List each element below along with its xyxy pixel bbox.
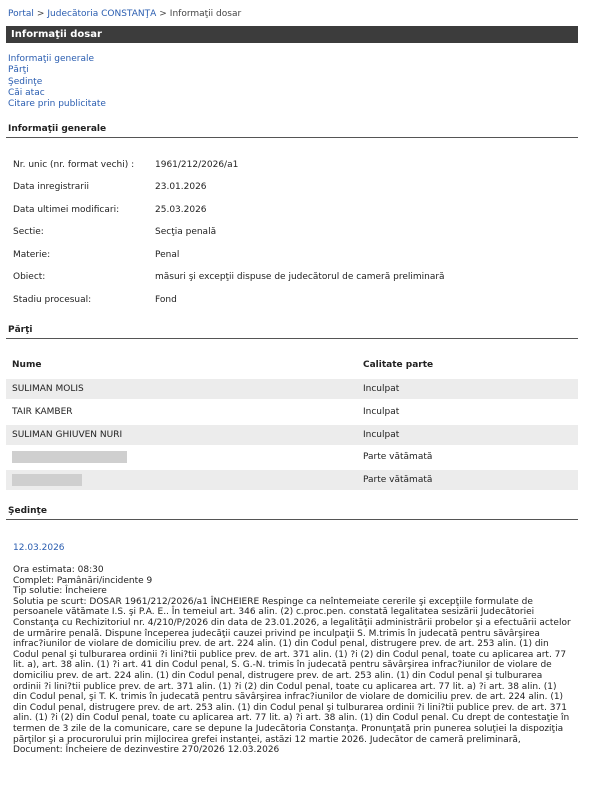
- field-label: Data ultimei modificari:: [13, 205, 120, 215]
- breadcrumb-separator: >: [36, 9, 45, 19]
- field-value: 1961/212/2026/a1: [155, 160, 239, 170]
- divider: [6, 137, 578, 138]
- breadcrumb: [8, 9, 241, 19]
- breadcrumb-court-link[interactable]: Judecătoria CONSTANŢA: [47, 9, 157, 19]
- breadcrumb-separator: >: [159, 9, 167, 19]
- party-name-redacted: [12, 447, 127, 467]
- field-value: Fond: [155, 295, 177, 305]
- party-role: Parte vătămată: [363, 475, 433, 485]
- parti-table-header: [6, 360, 578, 374]
- field-label: Sectie:: [13, 227, 44, 237]
- field-value: măsuri şi excepţii dispuse de judecătorul de cameră preliminară: [155, 272, 445, 282]
- table-row: [6, 447, 578, 467]
- party-name: SULIMAN GHIUVEN NURI: [12, 430, 123, 440]
- table-row: [6, 425, 578, 445]
- party-role: Inculpat: [363, 407, 400, 417]
- hearing-details: [13, 565, 573, 756]
- nav-link-sedinte[interactable]: Şedinţe: [8, 76, 43, 87]
- section-nav: [8, 54, 106, 110]
- redaction-block: [12, 474, 82, 486]
- table-row: [6, 402, 578, 422]
- hearing-date: 12.03.2026: [13, 543, 65, 553]
- nav-link-informatii-generale[interactable]: Informaţii generale: [8, 54, 94, 64]
- field-value: 23.01.2026: [155, 182, 207, 192]
- redaction-block: [12, 451, 127, 463]
- party-name-redacted: [12, 470, 82, 490]
- party-name: TAIR KAMBER: [12, 407, 73, 417]
- table-row: [6, 379, 578, 399]
- parti-heading: Părţi: [8, 325, 33, 335]
- field-label: Data inregistrarii: [13, 182, 89, 192]
- breadcrumb-current: Informaţii dosar: [169, 9, 242, 19]
- divider: [6, 519, 578, 520]
- nav-link-cai-atac[interactable]: Căi atac: [8, 87, 45, 98]
- party-role: Parte vătămată: [363, 452, 433, 462]
- party-role: Inculpat: [363, 384, 400, 394]
- party-role: Inculpat: [363, 430, 400, 440]
- field-label: Nr. unic (nr. format vechi) :: [13, 160, 135, 170]
- solution-type: Tip solutie: Încheiere: [13, 586, 107, 597]
- hearing-panel: Complet: Pamânări/incidente 9: [13, 575, 153, 586]
- field-label: Materie:: [13, 250, 51, 260]
- field-value: 25.03.2026: [155, 205, 207, 215]
- field-label: Obiect:: [13, 272, 46, 282]
- field-value: Penal: [155, 250, 180, 260]
- solution-summary: Solutia pe scurt: DOSAR 1961/212/2026/a1 ÎNCHEIERE Respinge ca neîntemeiate cererile şi excepţiile formulate de persoanele vătămate I.S. şi P.A. E.. În temeiul art. 346 alin. (2) c.proc.pen. constată legalitatea sesizării Judecătoriei Constanţa cu Rechizitoriul nr. 4/210/P/2026 din data de 23.01.2026, a legalităţii administrării probelor şi a efectuării actelor de urmărire penală. Dispune începerea judecăţii cauzei privind pe inculpaţii S. M.trimis în judecată pentru săvârşirea infrac?iunilor de violare de domiciliu prev. de art. 224 alin. (1) din Codul penal, distrugere prev. de art. 253 alin. (1) din Codul penal şi tulburarea ordinii ?i lini?tii publice prev. de art. 371 alin. (1) ?i (2) din Codul penal, toate cu aplicarea art. 77 lit. a), art. 38 alin. (1) ?i art. 41 din Codul penal, S. G.-N. trimis în judecată pentru săvârşirea infrac?iunilor de violare de domiciliu prev. de art. 224 alin. (1) din Codul penal, distrugere prev. de art. 253 alin. (1) din Codul penal şi tulburarea ordinii ?i lini?tii publice prev. de art. 371 alin. (1) ?i (2) din Codul penal, toate cu aplicarea art. 77 lit. a) ?i art. 38 alin. (1) din Codul penal, şi T. K. trimis în judecată pentru săvârşirea infrac?iunilor de violare de domiciliu prev. de art. 224 alin. (1) din Codul penal, distrugere prev. de art. 253 alin. (1) din Codul penal şi tulburarea ordinii ?i lini?tii publice prev. de art. 371 alin. (1) ?i (2) din Codul penal, toate cu aplicarea art. 77 lit. a) ?i art. 38 alin. (1) din Codul penal. Cu drept de contestaţie în termen de 3 zile de la comunicare, care se depune la Judecătoria Constanţa. Pronunţată prin punerea soluţiei la dispoziţia părţilor şi a procurorului prin mijlocirea grefei instanţei, astăzi 12 martie 2026. Judecător de cameră preliminară,: [13, 596, 571, 745]
- field-value: Secţia penală: [155, 227, 217, 237]
- page-title-bar: Informaţii dosar: [6, 26, 578, 43]
- hearing-document: Document: Încheiere de dezinvestire 270/2026 12.03.2026: [13, 745, 280, 756]
- divider: [6, 338, 578, 339]
- column-header-role: Calitate parte: [363, 360, 434, 370]
- nav-link-parti[interactable]: Părţi: [8, 65, 29, 76]
- breadcrumb-portal-link[interactable]: Portal: [8, 9, 34, 19]
- column-header-name: Nume: [12, 360, 42, 370]
- general-heading: Informaţii generale: [8, 124, 107, 134]
- hearing-time: Ora estimata: 08:30: [13, 565, 104, 575]
- table-row: [6, 470, 578, 490]
- nav-link-citare-publicitate[interactable]: Citare prin publicitate: [8, 99, 106, 110]
- party-name: SULIMAN MOLIS: [12, 384, 84, 394]
- sedinte-heading: Şedinţe: [8, 506, 47, 516]
- field-label: Stadiu procesual:: [13, 295, 92, 305]
